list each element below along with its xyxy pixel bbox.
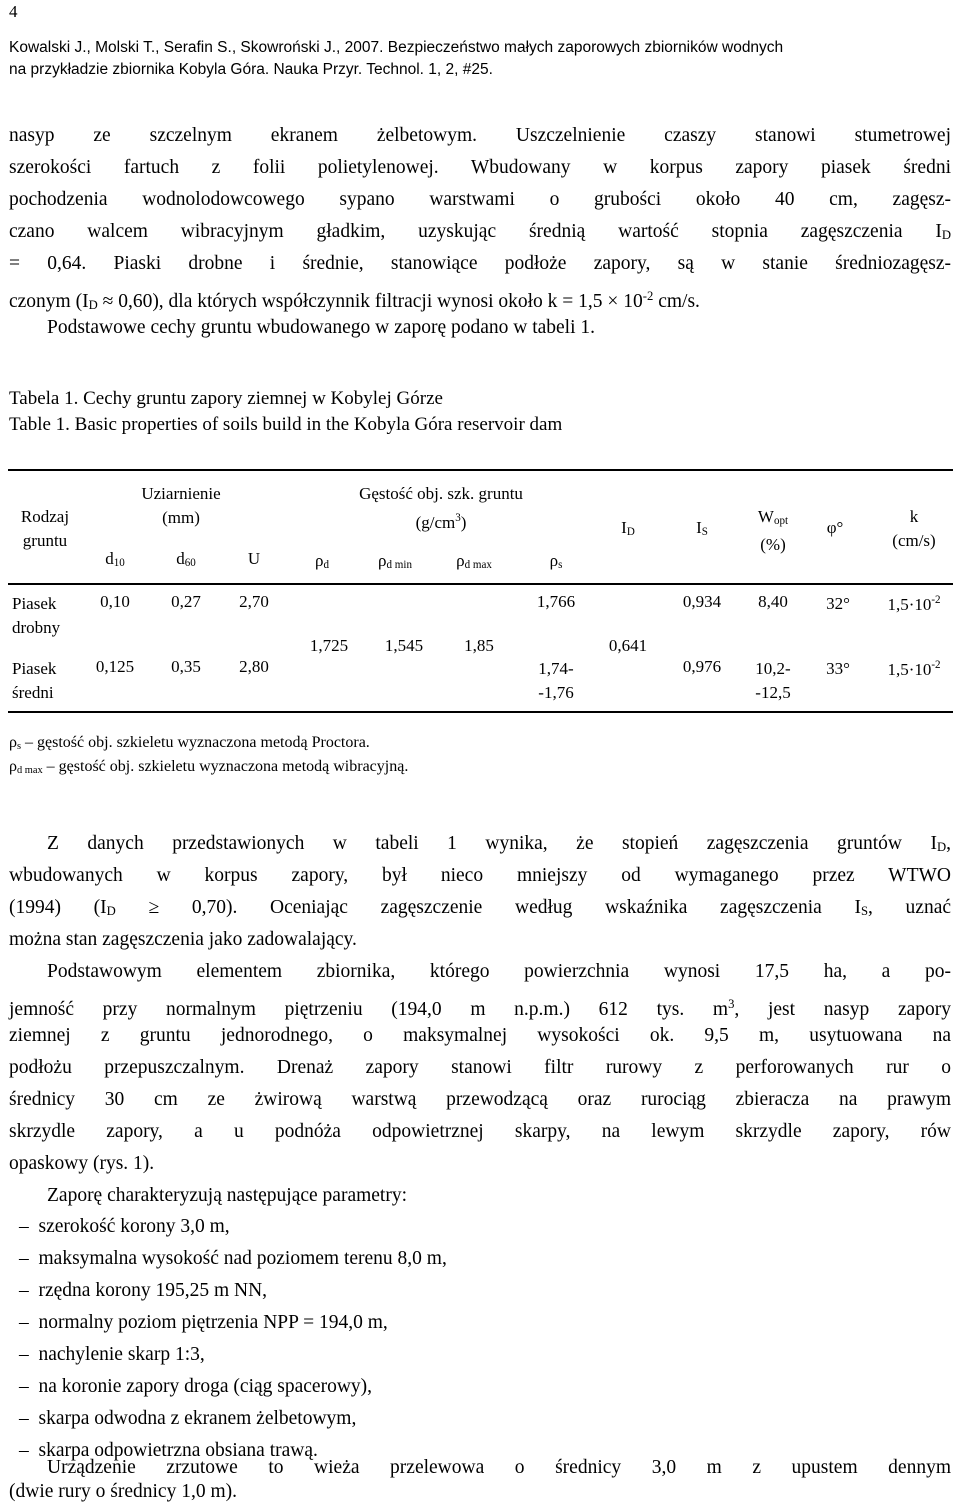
table-note-2: $\rho_{d max}$ – gęstość obj. szkieletu wyznaczona metodą wibracyjną. <box>9 758 409 776</box>
param-item: – normalny poziom piętrzenia NPP = 194,0 m, <box>19 1312 388 1333</box>
para3-line-3: ziemnej z gruntu jednorodnego, o maksymalnej wysokości ok. 9,5 m, usytuowana na <box>9 1025 951 1046</box>
para3-line-4: podłożu przepuszczalnym. Drenaż zapory stanowi filtr rurowy z perforowanych rur o <box>9 1057 951 1078</box>
para3-line-5: średnicy 30 cm ze żwirową warstwą przewodzącą oraz rurociąg zbieracza na prawym <box>9 1089 951 1110</box>
table-bottom-rule <box>8 711 953 713</box>
row1-U: 2,70 <box>239 592 269 611</box>
para1-line-2: szerokości fartuch z folii polietylenowej. Wbudowany w korpus zapory piasek średni <box>9 157 951 178</box>
table-note-1: $\rho_s$ – gęstość obj. szkieletu wyznaczona metodą Proctora. <box>9 734 370 752</box>
para1-line-3: pochodzenia wodnolodowcowego sypano warstwami o grubości około 40 cm, zagęsz- <box>9 189 951 210</box>
param-item: – rzędna korony 195,25 m NN, <box>19 1280 268 1301</box>
shared-ID: 0,641 <box>608 636 648 655</box>
param-item: – szerokość korony 3,0 m, <box>19 1216 230 1237</box>
para2-line-4: można stan zagęszczenia jako zadowalający. <box>9 929 357 950</box>
header-d60: $d_{60}$ <box>176 549 196 569</box>
para1-line-4: czano walcem wibracyjnym gładkim, uzyskując średnią wartość stopnia zagęszczenia $I_D$ <box>9 221 951 242</box>
para4-line-2: (dwie rury o średnicy 1,0 m). <box>9 1481 237 1502</box>
row1-k: $1,5\cdot 10^{-2}$ <box>887 594 941 614</box>
para3-line-6: skrzydle zapory, a u podnóża odpowietrznej skarpy, na lewym skrzydle zapory, rów <box>9 1121 951 1142</box>
header-IS: $I_S$ <box>696 518 708 538</box>
para1-line-7: Podstawowe cechy gruntu wbudowanego w zaporę podano w tabeli 1. <box>47 317 596 338</box>
header-grain-size: Uziarnienie (mm) <box>141 484 221 527</box>
row2-Wopt: 10,2- -12,5 <box>755 659 791 702</box>
header-rho-dmax: $\rho_{d max}$ <box>456 551 492 571</box>
row1-phi: 32° <box>826 594 850 613</box>
row1-d60: 0,27 <box>171 592 201 611</box>
row1-Wopt: 8,40 <box>758 592 788 611</box>
para4-line-1: Urządzenie zrzutowe to wieża przelewowa o średnicy 3,0 m z upustem dennym <box>47 1457 951 1478</box>
header-rho-s: $\rho_s$ <box>549 551 563 571</box>
para2-line-3: (1994) $(I_D \ge 0,70)$. Oceniając zagęszczenie według wskaźnika zagęszczenia $I_S$, uznać <box>9 897 952 918</box>
row2-phi: 33° <box>826 659 850 678</box>
row2-soil-name: Piasek średni <box>12 659 57 702</box>
table-caption-pl: Tabela 1. Cechy gruntu zapory ziemnej w Kobylej Górze <box>9 388 443 409</box>
para2-line-1: Z danych przedstawionych w tabeli 1 wynika, że stopień zagęszczenia gruntów $I_D$, <box>47 833 951 854</box>
header-Wopt: $W_{opt}$ (%) <box>757 507 789 554</box>
row2-d10: 0,125 <box>95 657 135 676</box>
header-U: U <box>247 549 261 568</box>
row1-IS: 0,934 <box>682 592 722 611</box>
header-k: k (cm/s) <box>892 507 936 550</box>
param-item: – skarpa odwodna z ekranem żelbetowym, <box>19 1408 357 1429</box>
para1-line-5: = 0,64. Piaski drobne i średnie, stanowiące podłoże zapory, są w stanie średniozagęsz- <box>9 253 951 274</box>
table-caption-en: Table 1. Basic properties of soils build in the Kobyla Góra reservoir dam <box>9 414 563 435</box>
para2-line-2: wbudowanych w korpus zapory, był nieco mniejszy od wymaganego przez WTWO <box>9 865 951 886</box>
param-item: – maksymalna wysokość nad poziomem terenu 8,0 m, <box>19 1248 447 1269</box>
row2-U: 2,80 <box>239 657 269 676</box>
row2-rho-s: 1,74- -1,76 <box>538 659 574 702</box>
table-top-rule <box>8 469 953 471</box>
page-number: 4 <box>9 2 18 21</box>
header-phi: φ° <box>826 518 844 537</box>
shared-rho-dmax: 1,85 <box>464 636 494 655</box>
row2-d60: 0,35 <box>171 657 201 676</box>
header-density: Gęstość obj. szk. gruntu $(g/cm^3)$ <box>359 484 523 532</box>
row2-IS: 0,976 <box>682 657 722 676</box>
para3-line-2: jemność przy normalnym piętrzeniu (194,0 m n.p.m.) 612 tys. $m^3$, jest nasyp zapory <box>9 997 951 1020</box>
header-d10: $d_{10}$ <box>105 549 125 569</box>
para1-line-1: nasyp ze szczelnym ekranem żelbetowym. Uszczelnienie czaszy stanowi stumetrowej <box>9 125 951 146</box>
citation-line-2: na przykładzie zbiornika Kobyla Góra. Nauka Przyr. Technol. 1, 2, #25. <box>9 61 493 78</box>
table-header-rule <box>8 583 953 585</box>
para1-line-6: czonym $(I_D \approx 0,60)$, dla których współczynnik filtracji wynosi około $k = 1,5 \times 10^{-2}$ cm/s. <box>9 289 700 312</box>
param-item: – skarpa odpowietrzna obsiana trawą. <box>19 1440 318 1461</box>
header-soil-type: Rodzaj gruntu <box>20 507 70 550</box>
shared-rho-d: 1,725 <box>309 636 349 655</box>
citation-line-1: Kowalski J., Molski T., Serafin S., Skowroński J., 2007. Bezpieczeństwo małych zaporowych zbiorników wodnych <box>9 39 784 56</box>
header-ID: $I_D$ <box>621 518 635 538</box>
params-intro: Zaporę charakteryzują następujące parametry: <box>47 1185 407 1206</box>
param-item: – na koronie zapory droga (ciąg spacerowy), <box>19 1376 373 1397</box>
param-item: – nachylenie skarp 1:3, <box>19 1344 205 1365</box>
row1-soil-name: Piasek drobny <box>12 594 61 637</box>
para3-line-1: Podstawowym elementem zbiornika, którego powierzchnia wynosi 17,5 ha, a po- <box>47 961 951 982</box>
row1-rho-s: 1,766 <box>536 592 576 611</box>
row2-k: $1,5\cdot 10^{-2}$ <box>887 659 941 679</box>
shared-rho-dmin: 1,545 <box>384 636 424 655</box>
para3-line-7: opaskowy (rys. 1). <box>9 1153 155 1174</box>
row1-d10: 0,10 <box>100 592 130 611</box>
header-rho-d: $\rho_d$ <box>314 551 330 571</box>
header-rho-dmin: $\rho_{d min}$ <box>378 551 412 571</box>
